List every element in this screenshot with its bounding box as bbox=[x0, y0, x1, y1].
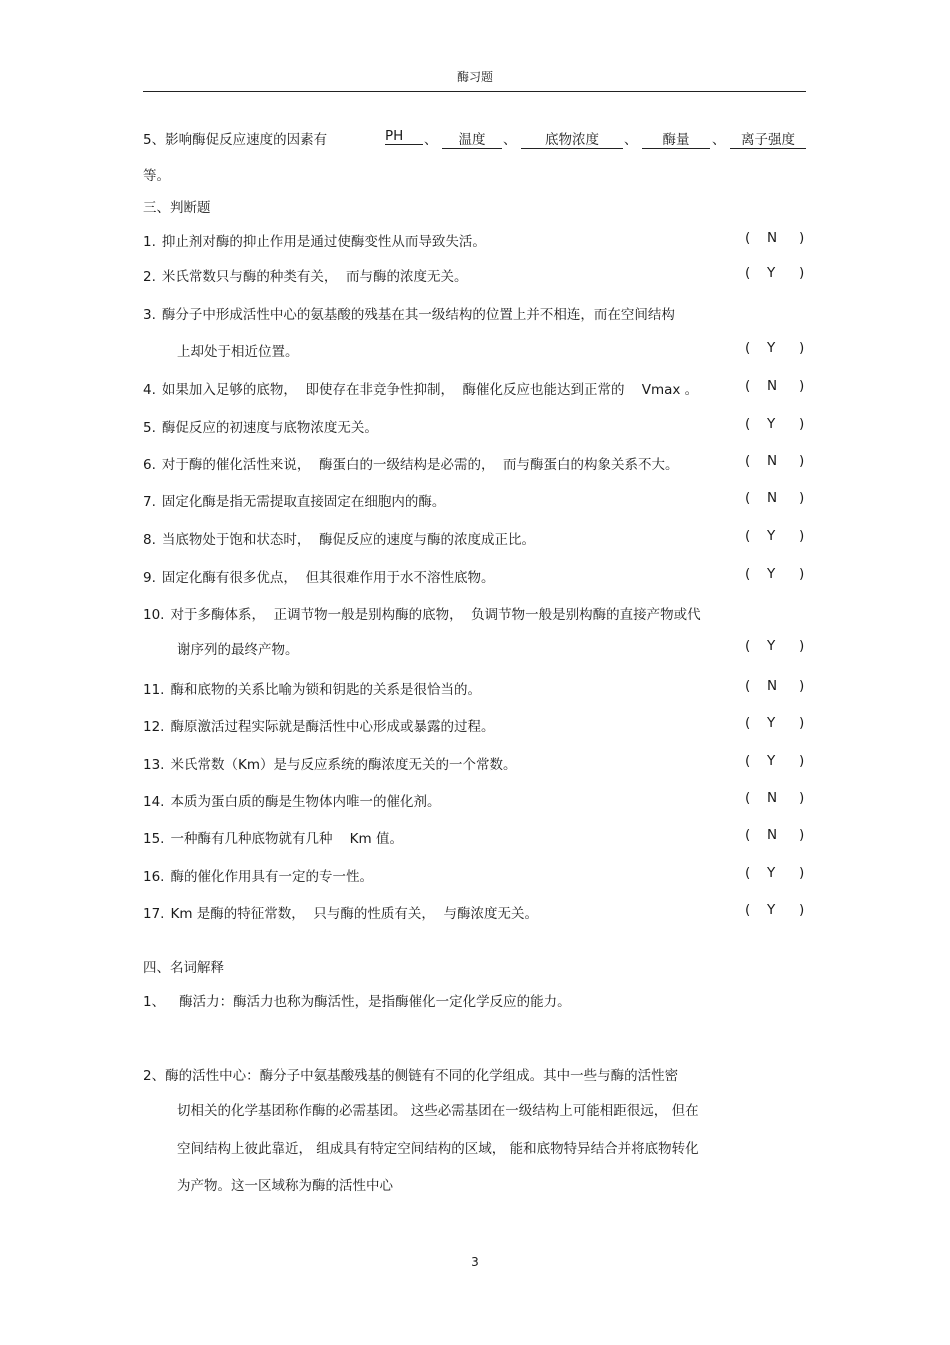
answer-open-paren: ( bbox=[745, 230, 751, 246]
item-text: 固定化酶是指无需提取直接固定在细胞内的酶。 bbox=[161, 494, 446, 510]
item-number: 4. bbox=[143, 382, 156, 398]
fill-in-question-suffix: 等。 bbox=[143, 168, 170, 184]
item-text-continued: 上却处于相近位置。 bbox=[177, 344, 299, 360]
item-text: 如果加入足够的底物， 即使存在非竞争性抑制， 酶催化反应也能达到正常的 Vmax 。 bbox=[161, 382, 699, 398]
answer-open-paren: ( bbox=[745, 340, 751, 356]
running-header: 酶习题 bbox=[456, 70, 493, 84]
answer-close-paren: ) bbox=[799, 902, 805, 918]
answer-close-paren: ) bbox=[799, 865, 805, 881]
answer-close-paren: ) bbox=[799, 265, 805, 281]
item-number: 3. bbox=[143, 307, 156, 323]
definition-item-1 bbox=[143, 990, 571, 1010]
answer-value: Y bbox=[767, 865, 776, 881]
definition-text-continued: 空间结构上彼此靠近， 组成具有特定空间结构的区域， 能和底物特异结合并将底物转化 bbox=[177, 1141, 699, 1157]
item-number: 12. bbox=[143, 719, 165, 735]
item-text: 酶的催化作用具有一定的专一性。 bbox=[170, 869, 373, 885]
definition-text-continued: 为产物。这一区域称为酶的活性中心 bbox=[177, 1178, 393, 1194]
true-false-item bbox=[143, 753, 517, 773]
definition-item-2 bbox=[143, 1064, 678, 1084]
item-number: 16. bbox=[143, 869, 165, 885]
answer-close-paren: ) bbox=[799, 790, 805, 806]
answer-close-paren: ) bbox=[799, 827, 805, 843]
answer-value: Y bbox=[767, 638, 776, 654]
true-false-item bbox=[143, 453, 679, 473]
true-false-item bbox=[143, 865, 373, 885]
blank-4: 酶量 bbox=[642, 128, 710, 149]
item-text: 米氏常数（Km）是与反应系统的酶浓度无关的一个常数。 bbox=[170, 757, 517, 773]
blank-3: 底物浓度 bbox=[521, 128, 623, 149]
blank-separator: 、 bbox=[712, 132, 726, 148]
item-text: 酶分子中形成活性中心的氨基酸的残基在其一级结构的位置上并不相连，而在空间结构 bbox=[161, 307, 675, 323]
true-false-item bbox=[143, 566, 494, 586]
definition-number: 1、 bbox=[143, 994, 166, 1010]
answer-open-paren: ( bbox=[745, 753, 751, 769]
definition-text: 酶活力：酶活力也称为酶活性，是指酶催化一定化学反应的能力。 bbox=[179, 994, 571, 1010]
true-false-item bbox=[143, 528, 535, 548]
true-false-item bbox=[143, 603, 701, 623]
answer-close-paren: ) bbox=[799, 678, 805, 694]
true-false-item bbox=[143, 378, 698, 398]
item-number: 15. bbox=[143, 831, 165, 847]
answer-close-paren: ) bbox=[799, 340, 805, 356]
answer-value: N bbox=[767, 678, 778, 694]
answer-value: Y bbox=[767, 340, 776, 356]
true-false-item bbox=[143, 827, 403, 847]
item-text: 酶和底物的关系比喻为锁和钥匙的关系是很恰当的。 bbox=[170, 682, 481, 698]
answer-open-paren: ( bbox=[745, 790, 751, 806]
answer-open-paren: ( bbox=[745, 865, 751, 881]
answer-value: N bbox=[767, 490, 778, 506]
item-text: 本质为蛋白质的酶是生物体内唯一的催化剂。 bbox=[170, 794, 441, 810]
item-number: 10. bbox=[143, 607, 165, 623]
answer-open-paren: ( bbox=[745, 638, 751, 654]
item-number: 8. bbox=[143, 532, 156, 548]
definition-number: 2、 bbox=[143, 1068, 166, 1084]
answer-value: Y bbox=[767, 715, 776, 731]
answer-open-paren: ( bbox=[745, 453, 751, 469]
blank-separator: 、 bbox=[503, 132, 517, 148]
answer-value: N bbox=[767, 453, 778, 469]
answer-open-paren: ( bbox=[745, 678, 751, 694]
answer-close-paren: ) bbox=[799, 715, 805, 731]
fill-in-question-prefix: 5、影响酶促反应速度的因素有 bbox=[143, 132, 328, 148]
answer-value: N bbox=[767, 230, 778, 246]
item-text: Km 是酶的特征常数， 只与酶的性质有关， 与酶浓度无关。 bbox=[170, 906, 538, 922]
answer-value: N bbox=[767, 790, 778, 806]
answer-open-paren: ( bbox=[745, 827, 751, 843]
blank-separator: 、 bbox=[424, 132, 438, 148]
blank-separator: 、 bbox=[624, 132, 638, 148]
section-title-true-false: 三、判断题 bbox=[143, 200, 211, 216]
answer-value: Y bbox=[767, 566, 776, 582]
section-title-definitions: 四、名词解释 bbox=[143, 960, 224, 976]
answer-open-paren: ( bbox=[745, 265, 751, 281]
definition-text: 酶的活性中心：酶分子中氨基酸残基的侧链有不同的化学组成。其中一些与酶的活性密 bbox=[165, 1068, 679, 1084]
definition-text-continued: 切相关的化学基团称作酶的必需基团。 这些必需基团在一级结构上可能相距很远， 但在 bbox=[177, 1103, 699, 1119]
true-false-item bbox=[143, 790, 440, 810]
item-number: 13. bbox=[143, 757, 165, 773]
item-number: 11. bbox=[143, 682, 165, 698]
answer-value: Y bbox=[767, 528, 776, 544]
answer-open-paren: ( bbox=[745, 378, 751, 394]
answer-value: Y bbox=[767, 753, 776, 769]
item-text: 固定化酶有很多优点， 但其很难作用于水不溶性底物。 bbox=[161, 570, 495, 586]
answer-value: Y bbox=[767, 265, 776, 281]
true-false-item bbox=[143, 902, 538, 922]
answer-open-paren: ( bbox=[745, 490, 751, 506]
item-number: 1. bbox=[143, 234, 156, 250]
page-number: 3 bbox=[471, 1255, 479, 1269]
answer-value: Y bbox=[767, 902, 776, 918]
answer-open-paren: ( bbox=[745, 416, 751, 432]
answer-close-paren: ) bbox=[799, 453, 805, 469]
answer-open-paren: ( bbox=[745, 528, 751, 544]
answer-close-paren: ) bbox=[799, 378, 805, 394]
true-false-item bbox=[143, 416, 378, 436]
item-text: 米氏常数只与酶的种类有关， 而与酶的浓度无关。 bbox=[161, 269, 468, 285]
answer-close-paren: ) bbox=[799, 753, 805, 769]
answer-close-paren: ) bbox=[799, 416, 805, 432]
blank-5: 离子强度 bbox=[730, 128, 806, 149]
true-false-item bbox=[143, 230, 486, 250]
answer-close-paren: ) bbox=[799, 230, 805, 246]
answer-close-paren: ) bbox=[799, 528, 805, 544]
true-false-item bbox=[143, 678, 481, 698]
item-text: 酶促反应的初速度与底物浓度无关。 bbox=[161, 420, 378, 436]
item-text-continued: 谢序列的最终产物。 bbox=[177, 642, 299, 658]
answer-value: N bbox=[767, 827, 778, 843]
blank-2: 温度 bbox=[442, 128, 502, 149]
item-number: 2. bbox=[143, 269, 156, 285]
item-number: 17. bbox=[143, 906, 165, 922]
answer-value: Y bbox=[767, 416, 776, 432]
header-rule bbox=[143, 91, 806, 92]
item-text: 对于多酶体系， 正调节物一般是别构酶的底物， 负调节物一般是别构酶的直接产物或代 bbox=[170, 607, 701, 623]
item-text: 对于酶的催化活性来说， 酶蛋白的一级结构是必需的， 而与酶蛋白的构象关系不大。 bbox=[161, 457, 679, 473]
item-number: 6. bbox=[143, 457, 156, 473]
answer-open-paren: ( bbox=[745, 902, 751, 918]
item-text: 一种酶有几种底物就有几种 Km 值。 bbox=[170, 831, 403, 847]
item-number: 9. bbox=[143, 570, 156, 586]
item-text: 当底物处于饱和状态时， 酶促反应的速度与酶的浓度成正比。 bbox=[161, 532, 535, 548]
item-text: 酶原激活过程实际就是酶活性中心形成或暴露的过程。 bbox=[170, 719, 495, 735]
answer-close-paren: ) bbox=[799, 490, 805, 506]
answer-open-paren: ( bbox=[745, 566, 751, 582]
item-number: 14. bbox=[143, 794, 165, 810]
item-number: 7. bbox=[143, 494, 156, 510]
item-number: 5. bbox=[143, 420, 156, 436]
true-false-item bbox=[143, 265, 467, 285]
answer-close-paren: ) bbox=[799, 638, 805, 654]
true-false-item bbox=[143, 303, 675, 323]
item-text: 抑止剂对酶的抑止作用是通过使酶变性从而导致失活。 bbox=[161, 234, 486, 250]
true-false-item bbox=[143, 715, 494, 735]
answer-value: N bbox=[767, 378, 778, 394]
blank-1: PH bbox=[385, 128, 423, 145]
answer-close-paren: ) bbox=[799, 566, 805, 582]
true-false-item bbox=[143, 490, 445, 510]
answer-open-paren: ( bbox=[745, 715, 751, 731]
